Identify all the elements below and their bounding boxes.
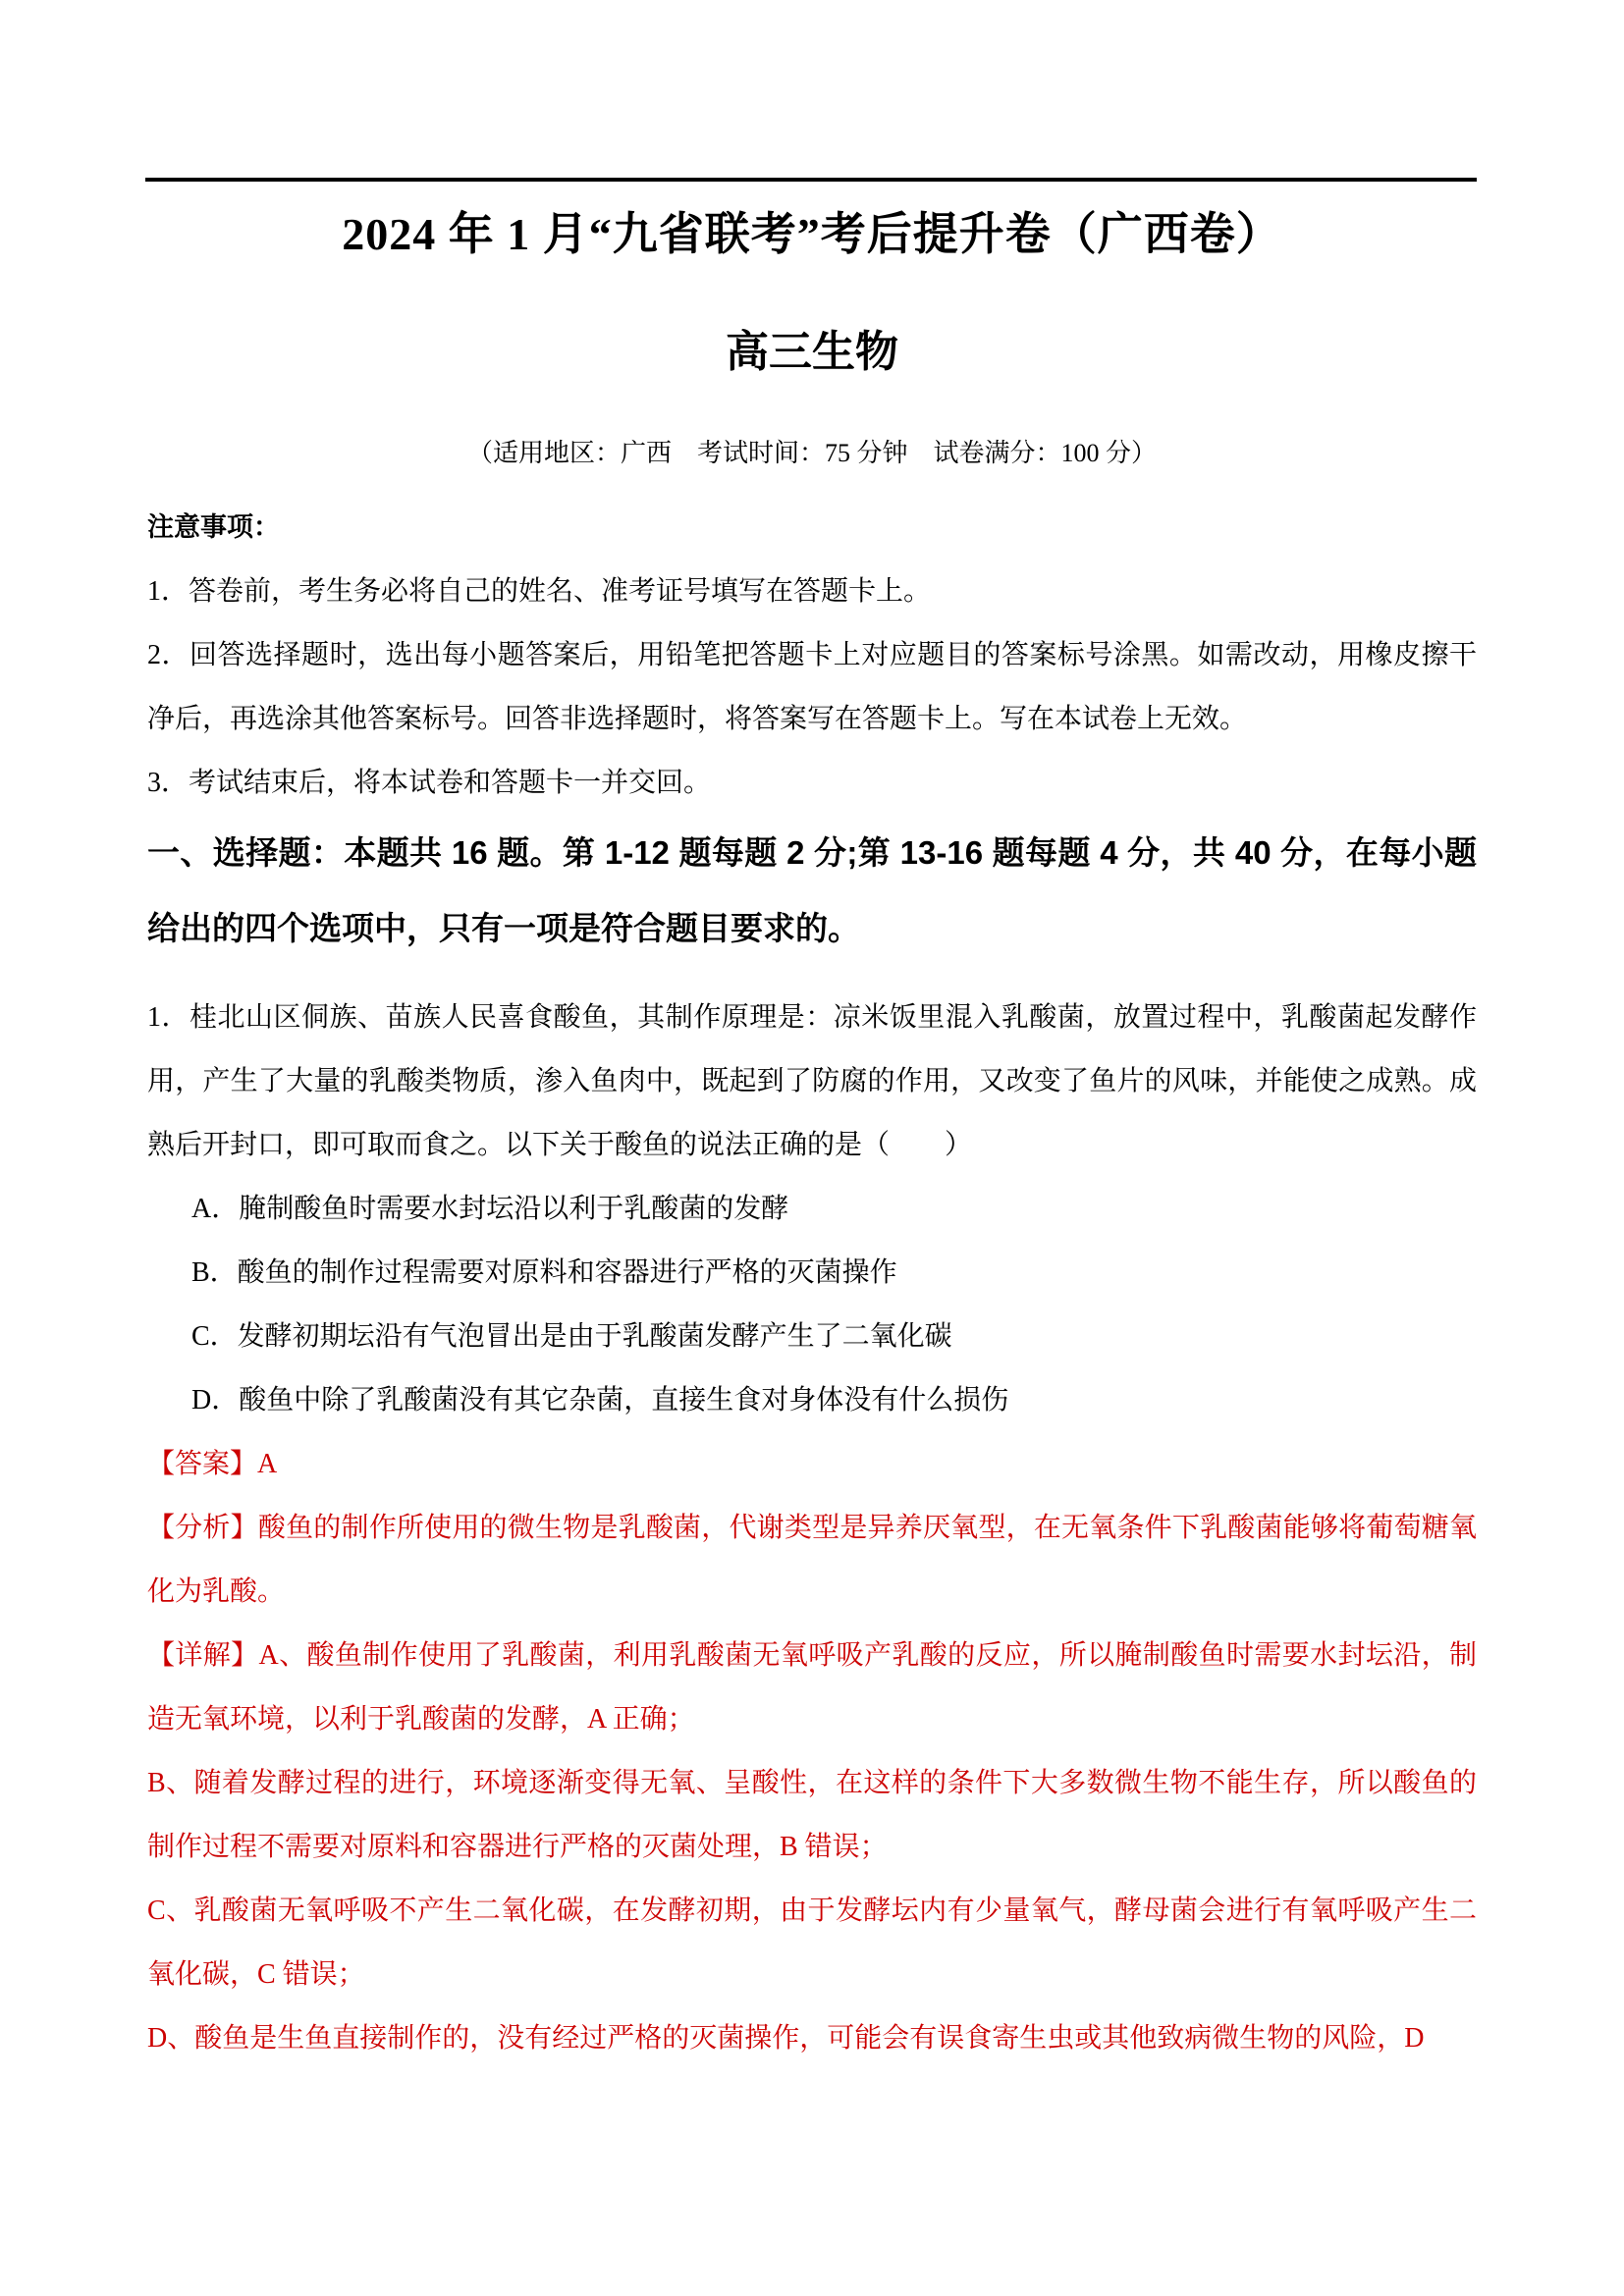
analysis-label: 【分析】	[147, 1513, 258, 1543]
section-header-choice-questions: 一、选择题：本题共 16 题。第 1-12 题每题 2 分;第 13-16 题每题 4 分，共 40 分，在每小题给出的四个选项中，只有一项是符合题目要求的。	[147, 834, 1477, 946]
notice-item-1: 1．答卷前，考生务必将自己的姓名、准考证号填写在答题卡上。	[147, 576, 932, 607]
explanation-paragraph-d: D、酸鱼是生鱼直接制作的，没有经过严格的灭菌操作，可能会有误食寄生虫或其他致病微生物的风险，D	[147, 2023, 1425, 2054]
question-1-option-d: D．酸鱼中除了乳酸菌没有其它杂菌，直接生食对身体没有什么损伤	[191, 1385, 1009, 1415]
question-1-option-b: B．酸鱼的制作过程需要对原料和容器进行严格的灭菌操作	[191, 1257, 897, 1288]
explanation-label: 【详解】	[147, 1640, 259, 1671]
analysis-text: 酸鱼的制作所使用的微生物是乳酸菌，代谢类型是异养厌氧型，在无氧条件下乳酸菌能够将葡萄糖氧化为乳酸。	[147, 1513, 1477, 1607]
header-rule	[145, 178, 1477, 182]
answer-label: 【答案】	[147, 1449, 258, 1479]
explanation-paragraph-a	[147, 1624, 1477, 1751]
answer-line	[147, 1432, 1477, 1496]
explanation-text-a: A、酸鱼制作使用了乳酸菌，利用乳酸菌无氧呼吸产乳酸的反应，所以腌制酸鱼时需要水封坛沿，制造无氧环境，以利于乳酸菌的发酵，A 正确；	[147, 1640, 1477, 1735]
notice-heading: 注意事项：	[147, 512, 280, 542]
question-1-option-c: C．发酵初期坛沿有气泡冒出是由于乳酸菌发酵产生了二氧化碳	[191, 1321, 952, 1352]
exam-subject-title: 高三生物	[726, 328, 898, 376]
exam-meta-line: （适用地区：广西 考试时间：75 分钟 试卷满分：100 分）	[466, 439, 1157, 467]
explanation-paragraph-c: C、乳酸菌无氧呼吸不产生二氧化碳，在发酵初期，由于发酵坛内有少量氧气，酵母菌会进行有氧呼吸产生二氧化碳，C 错误；	[147, 1896, 1477, 1990]
notice-item-3: 3．考试结束后，将本试卷和答题卡一并交回。	[147, 768, 712, 798]
explanation-paragraph-b: B、随着发酵过程的进行，环境逐渐变得无氧、呈酸性，在这样的条件下大多数微生物不能生存，所以酸鱼的制作过程不需要对原料和容器进行严格的灭菌处理，B 错误；	[147, 1768, 1477, 1862]
question-1-stem: 1．桂北山区侗族、苗族人民喜食酸鱼，其制作原理是：凉米饭里混入乳酸菌，放置过程中，乳酸菌起发酵作用，产生了大量的乳酸类物质，渗入鱼肉中，既起到了防腐的作用，又改变了鱼片的风味，并能使之成熟。成熟后开封口，即可取而食之。以下关于酸鱼的说法正确的是（ ）	[147, 1002, 1477, 1160]
question-1-option-a: A．腌制酸鱼时需要水封坛沿以利于乳酸菌的发酵	[191, 1194, 789, 1224]
exam-title: 2024 年 1 月“九省联考”考后提升卷（广西卷）	[342, 209, 1282, 259]
notice-item-2: 2．回答选择题时，选出每小题答案后，用铅笔把答题卡上对应题目的答案标号涂黑。如需改动，用橡皮擦干净后，再选涂其他答案标号。回答非选择题时，将答案写在答题卡上。写在本试卷上无效。	[147, 640, 1477, 734]
analysis-paragraph	[147, 1496, 1477, 1624]
answer-value: A	[257, 1449, 278, 1479]
page-content	[147, 191, 1477, 2070]
